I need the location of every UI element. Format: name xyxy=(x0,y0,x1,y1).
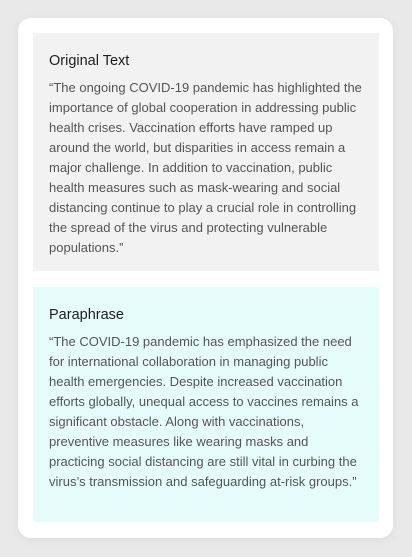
paraphrase-body: “The COVID-19 pandemic has emphasized the need for international collaboration in managing public health emergencies. Despite increased vaccination efforts globally, unequal access to vaccines remains a significant obstacle. Along with vaccinations, preventive measures like wearing masks and practicing social distancing are still vital in curbing the virus’s transmission and safeguarding at-risk groups.” xyxy=(49,334,359,489)
comparison-card xyxy=(18,18,393,538)
paraphrase-panel xyxy=(33,287,379,522)
original-text-body: “The ongoing COVID-19 pandemic has highlighted the importance of global cooperation in addressing public health crises. Vaccination efforts have ramped up around the world, but disparities in access remain a major challenge. In addition to vaccination, public health measures such as mask-wearing and social distancing continue to play a crucial role in controlling the spread of the virus and protecting vulnerable populations.” xyxy=(49,80,362,255)
paraphrase-title: Paraphrase xyxy=(49,307,124,323)
original-text-title: Original Text xyxy=(49,53,130,69)
original-text-panel xyxy=(33,33,379,271)
